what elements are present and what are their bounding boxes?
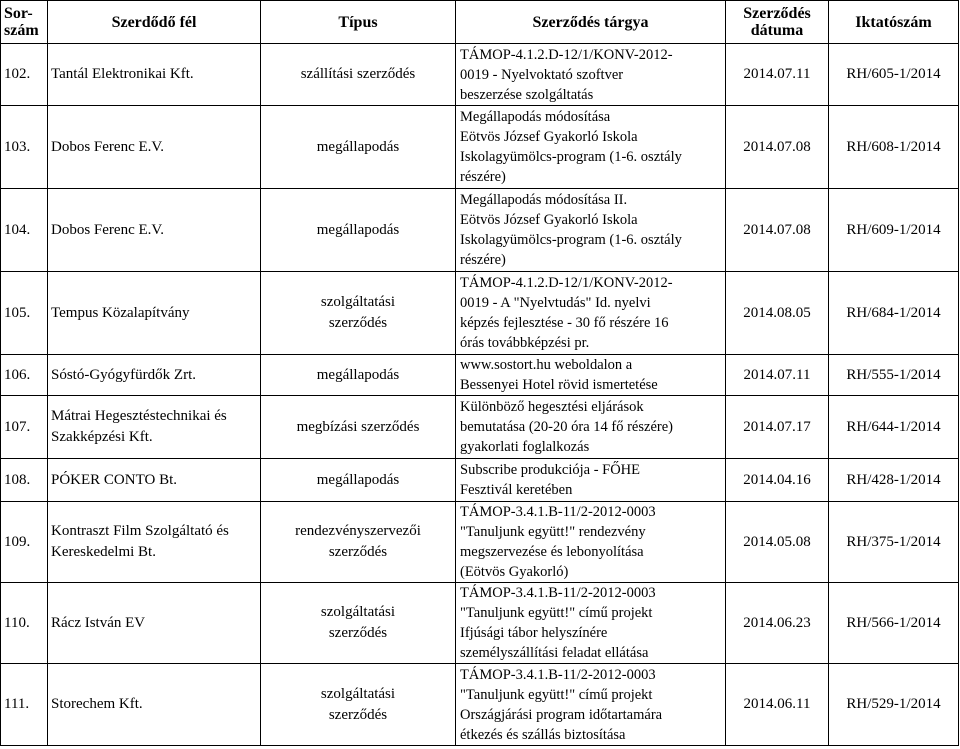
table-row [1, 189, 959, 272]
row-number: 108. [1, 459, 48, 502]
registry-number: RH/555-1/2014 [829, 355, 959, 396]
contract-date: 2014.04.16 [726, 459, 829, 502]
row-number: 105. [1, 272, 48, 355]
contract-subject [456, 272, 726, 355]
contract-subject-line: órás továbbképzési pr. [460, 335, 590, 351]
table-row [1, 355, 959, 396]
table-row [1, 583, 959, 664]
contract-subject-line: részére) [460, 252, 506, 268]
contracting-party-line: Storechem Kft. [51, 696, 143, 712]
contract-subject-line: Különböző hegesztési eljárások [460, 399, 644, 415]
contract-type-line: rendezvényszervezői [295, 523, 421, 539]
contracting-party-line: Tempus Közalapítvány [51, 304, 190, 321]
contract-subject-line: (Eötvös Gyakorló) [460, 564, 569, 580]
table-row [1, 502, 959, 583]
contract-type-line: szerződés [328, 706, 388, 723]
contract-subject [456, 583, 726, 664]
contract-type-line: megbízási szerződés [296, 418, 420, 435]
registry-number: RH/375-1/2014 [829, 502, 959, 583]
row-number: 104. [1, 189, 48, 272]
contract-type-line: szolgáltatási [320, 604, 396, 620]
contract-subject-line: "Tanuljunk együtt!" rendezvény [460, 524, 646, 540]
contract-subject-line: TÁMOP-3.4.1.B-11/2-2012-0003 [460, 504, 656, 520]
row-number: 109. [1, 502, 48, 583]
contracting-party-line: Dobos Ferenc E.V. [51, 221, 165, 238]
contract-subject [456, 189, 726, 272]
table-row [1, 106, 959, 189]
contracting-party-line: Dobos Ferenc E.V. [51, 138, 165, 155]
contract-subject-line: Iskolagyümölcs-program (1-6. osztály [460, 149, 682, 165]
contracting-party-line: Szakképzési Kft. [51, 429, 153, 445]
contracting-party [48, 583, 261, 664]
contract-date: 2014.07.11 [726, 44, 829, 106]
registry-number: RH/684-1/2014 [829, 272, 959, 355]
contract-date: 2014.07.17 [726, 396, 829, 459]
header-row [1, 1, 959, 44]
contract-subject-line: képzés fejlesztése - 30 fő részére 16 [460, 315, 669, 331]
contract-type [261, 459, 456, 502]
contracting-party [48, 355, 261, 396]
contract-date: 2014.08.05 [726, 272, 829, 355]
header-sorszam [1, 1, 48, 44]
header-date-line-1: Szerződés [743, 5, 811, 22]
contract-subject-line: személyszállítási feladat ellátása [460, 645, 649, 661]
contract-type [261, 44, 456, 106]
contract-subject-line: Eötvös József Gyakorló Iskola [460, 129, 638, 145]
contract-date: 2014.06.11 [726, 664, 829, 746]
contract-subject-line: TÁMOP-4.1.2.D-12/1/KONV-2012- [460, 275, 673, 291]
contracting-party [48, 459, 261, 502]
contract-subject-line: Eötvös József Gyakorló Iskola [460, 212, 638, 228]
contracting-party-line: Kereskedelmi Bt. [51, 544, 156, 560]
contract-subject [456, 396, 726, 459]
contract-type [261, 189, 456, 272]
table-row [1, 272, 959, 355]
registry-number: RH/566-1/2014 [829, 583, 959, 664]
contract-subject-line: gyakorlati foglalkozás [460, 439, 590, 455]
header-date [726, 1, 829, 44]
contract-type [261, 583, 456, 664]
contract-subject-line: "Tanuljunk együtt!" című projekt [460, 605, 653, 621]
contracting-party-line: Mátrai Hegesztéstechnikai és [51, 408, 227, 424]
row-number: 111. [1, 664, 48, 746]
header-type: Típus [261, 1, 456, 44]
contract-subject [456, 664, 726, 746]
contract-type [261, 664, 456, 746]
contract-type [261, 502, 456, 583]
contract-subject-line: Subscribe produkciója - FŐHE [460, 462, 641, 478]
row-number: 103. [1, 106, 48, 189]
contract-subject-line: Fesztivál keretében [460, 482, 573, 498]
contract-subject-line: Megállapodás módosítása [460, 109, 611, 125]
contract-subject [456, 459, 726, 502]
contract-type-line: szolgáltatási [320, 685, 396, 702]
header-date-line-2: dátuma [750, 22, 804, 39]
contracting-party [48, 396, 261, 459]
contract-subject [456, 355, 726, 396]
contracting-party-line: Sóstó-Gyógyfürdők Zrt. [51, 366, 196, 383]
contract-date: 2014.06.23 [726, 583, 829, 664]
header-party: Szerdődő fél [48, 1, 261, 44]
contracting-party [48, 664, 261, 746]
contracting-party [48, 272, 261, 355]
contracting-party [48, 189, 261, 272]
contract-type-line: megállapodás [316, 221, 400, 238]
contract-type-line: szolgáltatási [320, 294, 396, 310]
contracting-party [48, 106, 261, 189]
contract-subject-line: beszerzése szolgáltatás [460, 86, 594, 103]
contract-type-line: megállapodás [316, 138, 400, 155]
table-row [1, 459, 959, 502]
contract-subject-line: www.sostort.hu weboldalon a [460, 357, 633, 373]
contract-subject [456, 502, 726, 583]
contract-subject-line: Iskolagyümölcs-program (1-6. osztály [460, 232, 682, 248]
contracting-party-line: Kontraszt Film Szolgáltató és [51, 523, 229, 539]
contract-date: 2014.07.08 [726, 189, 829, 272]
contract-type-line: szállítási szerződés [300, 66, 416, 82]
contract-subject-line: 0019 - Nyelvoktató szoftver [460, 66, 624, 83]
contract-subject-line: Országjárási program időtartamára [460, 706, 663, 723]
contracting-party [48, 502, 261, 583]
contracting-party [48, 44, 261, 106]
contract-date: 2014.07.11 [726, 355, 829, 396]
contract-subject-line: étkezés és szállás biztosítása [460, 726, 626, 743]
header-subject: Szerződés tárgya [456, 1, 726, 44]
table-row [1, 396, 959, 459]
contract-subject-line: TÁMOP-3.4.1.B-11/2-2012-0003 [460, 585, 656, 601]
contract-subject-line: bemutatása (20-20 óra 14 fő részére) [460, 419, 673, 435]
contract-subject [456, 106, 726, 189]
contract-type-line: szerződés [328, 315, 388, 331]
table-row [1, 664, 959, 746]
header-registry: Iktatószám [829, 1, 959, 44]
contract-date: 2014.07.08 [726, 106, 829, 189]
table-row [1, 44, 959, 106]
registry-number: RH/609-1/2014 [829, 189, 959, 272]
contract-subject-line: megszervezése és lebonyolítása [460, 544, 644, 560]
row-number: 107. [1, 396, 48, 459]
contract-subject-line: TÁMOP-3.4.1.B-11/2-2012-0003 [460, 666, 656, 683]
contract-subject-line: Megállapodás módosítása II. [460, 192, 628, 208]
registry-number: RH/608-1/2014 [829, 106, 959, 189]
contract-subject-line: TÁMOP-4.1.2.D-12/1/KONV-2012- [460, 46, 673, 63]
registry-number: RH/428-1/2014 [829, 459, 959, 502]
contract-subject-line: "Tanuljunk együtt!" című projekt [460, 686, 653, 703]
table-body [1, 44, 959, 746]
row-number: 110. [1, 583, 48, 664]
contract-type-line: szerződés [328, 625, 388, 641]
contracting-party-line: Rácz István EV [51, 614, 146, 631]
registry-number: RH/529-1/2014 [829, 664, 959, 746]
contracting-party-line: PÓKER CONTO Bt. [51, 471, 177, 488]
contract-date: 2014.05.08 [726, 502, 829, 583]
contract-type [261, 355, 456, 396]
contract-type-line: megállapodás [316, 366, 400, 383]
contract-subject-line: Bessenyei Hotel rövid ismertetése [460, 377, 658, 393]
header-sorszam-line-1: Sor- [4, 5, 33, 22]
contract-type-line: megállapodás [316, 471, 400, 488]
contract-type [261, 272, 456, 355]
contract-subject-line: 0019 - A "Nyelvtudás" Id. nyelvi [460, 295, 651, 311]
contract-subject-line: részére) [460, 169, 506, 185]
contract-type [261, 396, 456, 459]
header-sorszam-line-2: szám [4, 22, 39, 39]
contract-subject-line: Ifjúsági tábor helyszínére [460, 625, 608, 641]
contract-type-line: szerződés [328, 544, 388, 560]
contracting-party-line: Tantál Elektronikai Kft. [51, 66, 194, 82]
contract-type [261, 106, 456, 189]
row-number: 106. [1, 355, 48, 396]
registry-number: RH/605-1/2014 [829, 44, 959, 106]
contract-subject [456, 44, 726, 106]
registry-number: RH/644-1/2014 [829, 396, 959, 459]
row-number: 102. [1, 44, 48, 106]
